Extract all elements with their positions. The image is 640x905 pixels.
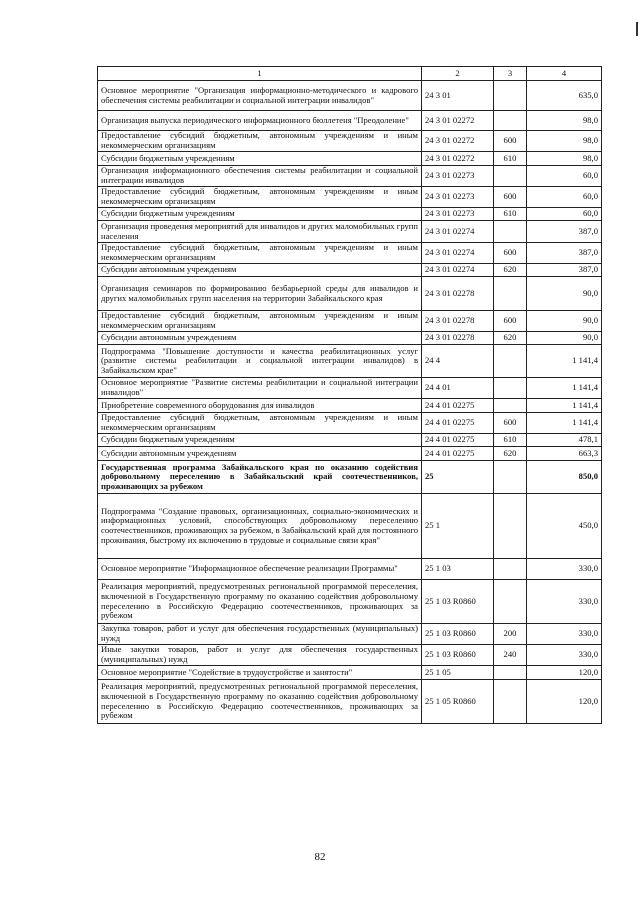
row-name-cell: Организация проведения мероприятий для инвалидов и других маломобильных групп населения [98, 221, 422, 243]
table-row [98, 447, 602, 461]
table-row [98, 434, 602, 447]
row-code-cell: 24 3 01 02274 [422, 264, 494, 277]
table-row [98, 166, 602, 187]
row-amount-cell: 98,0 [527, 152, 602, 166]
table-row [98, 208, 602, 221]
row-vr-cell [494, 399, 527, 413]
table-body [98, 81, 602, 724]
row-amount-cell: 1 141,4 [527, 378, 602, 399]
row-vr-cell [494, 277, 527, 311]
row-amount-cell: 98,0 [527, 131, 602, 152]
row-code-cell: 24 3 01 02273 [422, 208, 494, 221]
row-amount-cell: 90,0 [527, 332, 602, 345]
row-vr-cell: 600 [494, 413, 527, 434]
row-name-cell: Основное мероприятие "Информационное обеспечение реализации Программы" [98, 559, 422, 580]
row-vr-cell [494, 494, 527, 559]
row-amount-cell: 330,0 [527, 645, 602, 666]
table-row [98, 666, 602, 680]
row-code-cell: 24 4 01 [422, 378, 494, 399]
row-code-cell: 24 3 01 02273 [422, 187, 494, 208]
row-amount-cell: 450,0 [527, 494, 602, 559]
row-amount-cell: 850,0 [527, 461, 602, 494]
row-amount-cell: 98,0 [527, 111, 602, 131]
row-name-cell: Организация выпуска периодического информационного бюллетеня "Преодоление" [98, 111, 422, 131]
row-vr-cell [494, 580, 527, 624]
row-name-cell: Основное мероприятие "Развитие системы реабилитации и социальной интеграции инвалидов" [98, 378, 422, 399]
row-vr-cell: 600 [494, 131, 527, 152]
row-amount-cell: 330,0 [527, 559, 602, 580]
row-amount-cell: 60,0 [527, 208, 602, 221]
table-row [98, 413, 602, 434]
budget-table [97, 66, 602, 724]
row-code-cell: 25 1 05 [422, 666, 494, 680]
row-amount-cell: 1 141,4 [527, 413, 602, 434]
header-col-name: 1 [98, 67, 422, 81]
table-row [98, 378, 602, 399]
row-name-cell: Субсидии автономным учреждениям [98, 332, 422, 345]
table-row [98, 81, 602, 111]
row-amount-cell: 60,0 [527, 187, 602, 208]
row-amount-cell: 60,0 [527, 166, 602, 187]
row-amount-cell: 330,0 [527, 624, 602, 645]
table-row [98, 152, 602, 166]
row-amount-cell: 120,0 [527, 680, 602, 724]
row-vr-cell [494, 221, 527, 243]
row-amount-cell: 635,0 [527, 81, 602, 111]
row-vr-cell: 610 [494, 152, 527, 166]
table-header-row [98, 67, 602, 81]
row-name-cell: Государственная программа Забайкальского края по оказанию содействия добровольному переселению в Забайкальский край соотечественников, проживающих за рубежом [98, 461, 422, 494]
row-vr-cell [494, 81, 527, 111]
row-code-cell: 24 4 01 02275 [422, 447, 494, 461]
table-row [98, 131, 602, 152]
row-amount-cell: 120,0 [527, 666, 602, 680]
row-vr-cell: 620 [494, 447, 527, 461]
row-name-cell: Основное мероприятие "Содействие в трудоустройстве и занятости" [98, 666, 422, 680]
row-name-cell: Предоставление субсидий бюджетным, автономным учреждениям и иным некоммерческим организациям [98, 311, 422, 332]
row-name-cell: Иные закупки товаров, работ и услуг для обеспечения государственных (муниципальных) нужд [98, 645, 422, 666]
row-name-cell: Субсидии бюджетным учреждениям [98, 208, 422, 221]
table-row [98, 461, 602, 494]
row-amount-cell: 478,1 [527, 434, 602, 447]
row-code-cell: 24 3 01 02272 [422, 152, 494, 166]
table-row [98, 580, 602, 624]
row-name-cell: Основное мероприятие "Организация информационно-методического и кадрового обеспечения системы реабилитации и социальной интеграции инвалидов" [98, 81, 422, 111]
row-name-cell: Субсидии бюджетным учреждениям [98, 152, 422, 166]
row-name-cell: Приобретение современного оборудования для инвалидов [98, 399, 422, 413]
table-row [98, 345, 602, 378]
table-row [98, 243, 602, 264]
row-name-cell: Реализация мероприятий, предусмотренных региональной программой переселения, включенной в Государственную программу по оказанию содействия добровольному переселению в Российскую Федерацию соотечественников, проживающих за рубежом [98, 680, 422, 724]
row-vr-cell [494, 461, 527, 494]
row-code-cell: 25 1 03 R0860 [422, 580, 494, 624]
row-name-cell: Организация семинаров по формированию безбарьерной среды для инвалидов и других маломобильных групп населения на территории Забайкальского края [98, 277, 422, 311]
row-amount-cell: 1 141,4 [527, 345, 602, 378]
table-row [98, 111, 602, 131]
row-vr-cell [494, 166, 527, 187]
row-code-cell: 24 3 01 02278 [422, 277, 494, 311]
row-code-cell: 24 3 01 02274 [422, 243, 494, 264]
row-amount-cell: 90,0 [527, 311, 602, 332]
row-vr-cell [494, 345, 527, 378]
row-vr-cell: 200 [494, 624, 527, 645]
page-number: 82 [314, 851, 326, 863]
row-code-cell: 24 3 01 02272 [422, 131, 494, 152]
row-vr-cell [494, 559, 527, 580]
row-amount-cell: 330,0 [527, 580, 602, 624]
row-name-cell: Предоставление субсидий бюджетным, автономным учреждениям и иным некоммерческим организациям [98, 413, 422, 434]
row-name-cell: Предоставление субсидий бюджетным, автономным учреждениям и иным некоммерческим организациям [98, 187, 422, 208]
row-code-cell: 24 3 01 [422, 81, 494, 111]
row-vr-cell: 610 [494, 434, 527, 447]
row-amount-cell: 1 141,4 [527, 399, 602, 413]
row-vr-cell [494, 680, 527, 724]
row-vr-cell: 600 [494, 311, 527, 332]
table-row [98, 494, 602, 559]
row-code-cell: 25 1 03 R0860 [422, 624, 494, 645]
row-vr-cell [494, 378, 527, 399]
row-vr-cell: 610 [494, 208, 527, 221]
row-code-cell: 24 3 01 02272 [422, 111, 494, 131]
row-vr-cell: 620 [494, 332, 527, 345]
row-vr-cell: 240 [494, 645, 527, 666]
table-row [98, 399, 602, 413]
row-code-cell: 24 3 01 02273 [422, 166, 494, 187]
table-row [98, 680, 602, 724]
row-code-cell: 25 1 03 R0860 [422, 645, 494, 666]
row-code-cell: 24 4 [422, 345, 494, 378]
table-row [98, 559, 602, 580]
row-code-cell: 25 [422, 461, 494, 494]
table-row [98, 624, 602, 645]
row-name-cell: Субсидии автономным учреждениям [98, 447, 422, 461]
row-name-cell: Подпрограмма "Повышение доступности и качества реабилитационных услуг (развитие системы реабилитации и социальной интеграции инвалидов) в Забайкальском крае" [98, 345, 422, 378]
scan-edge-mark [636, 22, 638, 36]
row-vr-cell: 600 [494, 187, 527, 208]
row-name-cell: Закупка товаров, работ и услуг для обеспечения государственных (муниципальных) нужд [98, 624, 422, 645]
table-row [98, 277, 602, 311]
table-row [98, 264, 602, 277]
row-amount-cell: 90,0 [527, 277, 602, 311]
row-amount-cell: 387,0 [527, 243, 602, 264]
table-row [98, 645, 602, 666]
row-vr-cell [494, 111, 527, 131]
row-amount-cell: 663,3 [527, 447, 602, 461]
row-code-cell: 24 4 01 02275 [422, 434, 494, 447]
row-vr-cell: 620 [494, 264, 527, 277]
header-col-code: 2 [422, 67, 494, 81]
table-row [98, 187, 602, 208]
row-name-cell: Предоставление субсидий бюджетным, автономным учреждениям и иным некоммерческим организациям [98, 131, 422, 152]
header-col-amount: 4 [527, 67, 602, 81]
header-col-vr: 3 [494, 67, 527, 81]
table-row [98, 332, 602, 345]
row-code-cell: 25 1 05 R0860 [422, 680, 494, 724]
row-code-cell: 24 4 01 02275 [422, 413, 494, 434]
row-code-cell: 24 3 01 02278 [422, 332, 494, 345]
row-code-cell: 25 1 [422, 494, 494, 559]
row-code-cell: 24 3 01 02278 [422, 311, 494, 332]
row-name-cell: Подпрограмма "Создание правовых, организационных, социально-экономических и информационных условий, способствующих добровольному переселению соотечественников, проживающих за рубежом, в Забайкальский край для постоянного проживания, быстрому их включению в трудовые и социальные связи края" [98, 494, 422, 559]
row-code-cell: 24 3 01 02274 [422, 221, 494, 243]
table-row [98, 221, 602, 243]
row-name-cell: Реализация мероприятий, предусмотренных региональной программой переселения, включенной в Государственную программу по оказанию содействия добровольному переселению в Российскую Федерацию соотечественников, проживающих за рубежом [98, 580, 422, 624]
row-code-cell: 24 4 01 02275 [422, 399, 494, 413]
row-amount-cell: 387,0 [527, 264, 602, 277]
row-vr-cell: 600 [494, 243, 527, 264]
row-name-cell: Организация информационного обеспечения системы реабилитации и социальной интеграции инвалидов [98, 166, 422, 187]
row-name-cell: Субсидии автономным учреждениям [98, 264, 422, 277]
row-code-cell: 25 1 03 [422, 559, 494, 580]
table-row [98, 311, 602, 332]
row-name-cell: Субсидии бюджетным учреждениям [98, 434, 422, 447]
budget-table-container [97, 66, 602, 724]
row-name-cell: Предоставление субсидий бюджетным, автономным учреждениям и иным некоммерческим организациям [98, 243, 422, 264]
row-vr-cell [494, 666, 527, 680]
row-amount-cell: 387,0 [527, 221, 602, 243]
